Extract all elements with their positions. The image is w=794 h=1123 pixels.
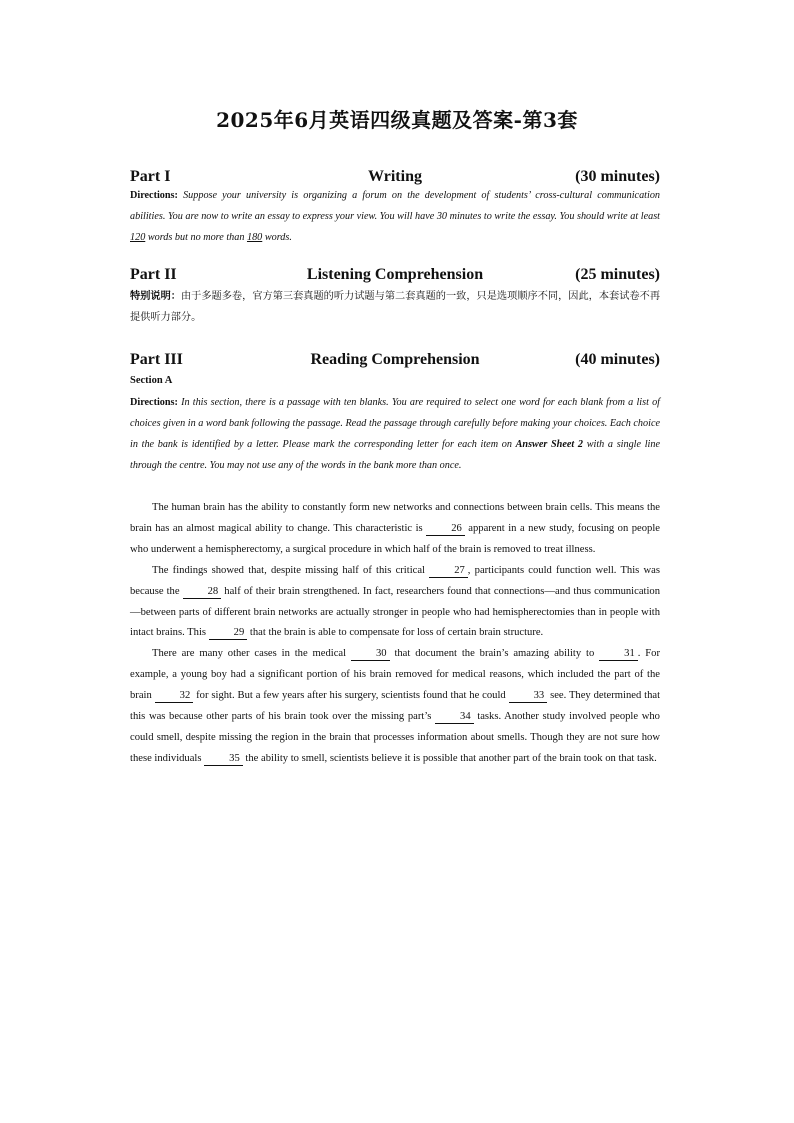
note-text: 由于多题多卷，官方第三套真题的听力试题与第二套真题的一致，只是选项顺序不同，因此，本套试卷不再提供听力部分。 xyxy=(130,291,661,323)
passage-text: the ability to smell, scientists believe it is possible that another part of the brain took on that task. xyxy=(245,752,657,764)
passage-text: that document the brain’s amazing ability to xyxy=(394,648,595,660)
part-1-name: Writing xyxy=(368,168,422,185)
directions-text: Suppose your university is organizing a forum on the development of students’ cross-cultural communication abilities. You are now to write an essay to express your view. You will have 30 minutes to write the essay. You should write at least xyxy=(130,190,661,222)
passage-text: apparent in a new study, focusing on people who underwent a hemispherectomy, a surgical procedure in which half of the brain is removed to treat illness. xyxy=(130,522,660,555)
part-1-number: Part I xyxy=(130,168,171,185)
directions-label: Directions: xyxy=(130,397,178,408)
passage-paragraph-3 xyxy=(130,644,660,769)
passage-text: The findings showed that, despite missing half of this critical xyxy=(152,564,425,576)
page-title: 2025年6月英语四级真题及答案-第3套 xyxy=(216,108,578,132)
answer-sheet-ref: Answer Sheet 2 xyxy=(515,439,583,450)
blank-31: 31 xyxy=(599,648,638,661)
directions-text: words but no more than xyxy=(147,232,245,243)
blank-35: 35 xyxy=(204,753,243,766)
directions-label: Directions: xyxy=(130,190,178,201)
part-1-directions xyxy=(130,185,660,248)
part-2-header xyxy=(130,266,660,288)
blank-29: 29 xyxy=(209,627,248,640)
passage-paragraph-2 xyxy=(130,561,660,645)
part-2-note xyxy=(130,286,660,328)
part-3-number: Part III xyxy=(130,351,183,368)
part-3-name: Reading Comprehension xyxy=(310,351,480,368)
min-words: 120 xyxy=(130,232,146,243)
max-words: 180 xyxy=(246,232,263,243)
part-3-reading xyxy=(130,351,660,476)
blank-30: 30 xyxy=(351,648,390,661)
section-title: Section A xyxy=(130,375,173,386)
part-2-number: Part II xyxy=(130,266,177,283)
part-1-time: (30 minutes) xyxy=(575,168,660,185)
blank-28: 28 xyxy=(183,586,222,599)
passage-text: The human brain has the ability to constantly form new networks and connections between brain cells. This means the brain has an almost magical ability to change. This characteristic is xyxy=(130,502,660,534)
passage-text: see. They determined that this was because other parts of his brain took over the missing part’s xyxy=(130,690,661,723)
part-2-time: (25 minutes) xyxy=(575,266,660,283)
directions-text: words. xyxy=(264,232,292,243)
passage-text: tasks. Another study involved people who could smell, despite missing the region in the brain that processes information about smells. Though they are not sure how these individuals xyxy=(130,711,660,764)
blank-26: 26 xyxy=(426,523,465,536)
passage-text: . For example, a young boy had a significant portion of his brain removed for medical reasons, which included the part of the brain xyxy=(130,648,660,702)
part-3-header xyxy=(130,351,660,373)
passage-text: half of their brain strengthened. In fact, researchers found that connections—and thus communication—between parts of different brain networks are actually stronger in people who had hemispherectomies than in people with intact brains. This xyxy=(130,585,661,639)
directions-text: with a single line through the centre. You may not use any of the words in the bank more than once. xyxy=(130,439,660,471)
reading-passage xyxy=(130,498,660,770)
part-2-listening xyxy=(130,266,660,328)
part-3-directions xyxy=(130,392,660,476)
part-1-header xyxy=(130,168,660,190)
blank-34: 34 xyxy=(435,711,474,724)
passage-text: There are many other cases in the medical xyxy=(152,648,347,660)
blank-33: 33 xyxy=(509,690,548,703)
part-1-writing xyxy=(130,168,660,248)
passage-text: , participants could function well. This was because the xyxy=(130,564,660,597)
blank-32: 32 xyxy=(155,690,194,703)
part-3-time: (40 minutes) xyxy=(575,351,660,368)
blank-27: 27 xyxy=(429,565,468,578)
directions-text: In this section, there is a passage with ten blanks. You are required to select one word for each blank from a list of choices given in a word bank following the passage. Read the passage through carefully before making your choices. Each choice in the bank is identified by a letter. Please mark the corresponding letter for each item on xyxy=(130,397,660,450)
passage-text: for sight. But a few years after his surgery, scientists found that he could xyxy=(196,690,506,702)
passage-text: that the brain is able to compensate for loss of certain brain structure. xyxy=(249,627,544,639)
note-label: 特别说明： xyxy=(130,291,181,302)
part-2-name: Listening Comprehension xyxy=(306,266,484,283)
passage-paragraph-1 xyxy=(130,498,660,561)
